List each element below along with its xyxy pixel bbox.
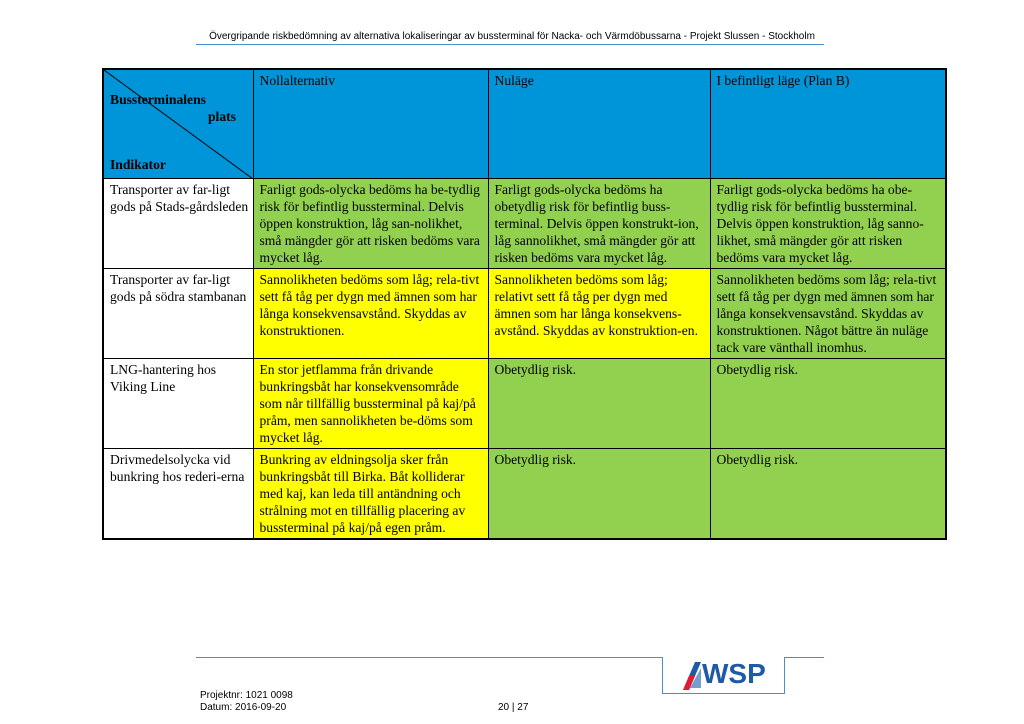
project-number: Projektnr: 1021 0098	[200, 690, 293, 701]
column-header: Nollalternativ	[253, 69, 488, 179]
document-date: Datum: 2016-09-20	[200, 702, 287, 713]
assessment-cell: Sannolikheten bedöms som låg; rela-tivt sett få tåg per dygn med ämnen som har långa konsekvensavstånd. Skyddas av konstruktionen. Något bättre än nuläge tack vare vänthall inomhus.	[710, 269, 946, 359]
column-header: I befintligt läge (Plan B)	[710, 69, 946, 179]
table-header-row	[103, 69, 946, 179]
document-header: Övergripande riskbedömning av alternativa lokaliseringar av bussterminal för Nacka- och Värmdöbussarna - Projekt Slussen - Stockholm	[209, 31, 815, 42]
indicator-cell: Drivmedelsolycka vid bunkring hos rederi-erna	[103, 449, 253, 540]
wsp-logo-icon	[681, 658, 703, 692]
corner-cell	[103, 69, 253, 179]
indicator-cell: Transporter av far-ligt gods på Stads-gårdsleden	[103, 179, 253, 269]
footer-rule	[196, 657, 662, 658]
assessment-cell: Obetydlig risk.	[710, 449, 946, 540]
assessment-cell: Obetydlig risk.	[710, 359, 946, 449]
risk-table	[102, 68, 947, 540]
assessment-cell: Sannolikheten bedöms som låg; relativt sett få tåg per dygn med ämnen som har långa konsekvens-avstånd. Skyddas av konstruktion-en.	[488, 269, 710, 359]
assessment-cell: Obetydlig risk.	[488, 449, 710, 540]
corner-label-location-2: plats	[208, 109, 236, 124]
corner-label-location: Bussterminalens	[110, 92, 206, 107]
corner-label-indicator: Indikator	[110, 157, 166, 172]
assessment-cell: Bunkring av eldningsolja sker från bunkringsbåt till Birka. Båt kolliderar med kaj, kan leda till antändning och strålning mot en tillfällig placering av bussterminal på kaj/på egen pråm.	[253, 449, 488, 540]
page-number: 20 | 27	[498, 702, 529, 713]
table-row	[103, 359, 946, 449]
assessment-cell: Farligt gods-olycka bedöms ha obetydlig risk för befintlig buss-terminal. Delvis öppen konstrukt-ion, låg sannolikhet, små mängder gör att risken bedöms vara mycket låg.	[488, 179, 710, 269]
table-row	[103, 449, 946, 540]
column-header: Nuläge	[488, 69, 710, 179]
footer-rule	[783, 657, 824, 658]
indicator-cell: Transporter av far-ligt gods på södra stambanan	[103, 269, 253, 359]
table-row	[103, 179, 946, 269]
assessment-cell: Farligt gods-olycka bedöms ha obe-tydlig risk för befintlig bussterminal. Delvis öppen konstruktion, låg sanno-likhet, små mängder gör att risken bedöms vara mycket låg.	[710, 179, 946, 269]
assessment-cell: Obetydlig risk.	[488, 359, 710, 449]
indicator-cell: LNG-hantering hos Viking Line	[103, 359, 253, 449]
table-row	[103, 269, 946, 359]
assessment-cell: En stor jetflamma från drivande bunkringsbåt har konsekvensområde som når tillfällig bussterminal på kaj/på pråm, men sannolikheten be-döms som mycket låg.	[253, 359, 488, 449]
wsp-logo	[662, 657, 785, 694]
assessment-cell: Farligt gods-olycka bedöms ha be-tydlig risk för befintlig bussterminal. Delvis öppen konstruktion, låg san-nolikhet, små mängder gör att risken bedöms vara mycket låg.	[253, 179, 488, 269]
header-rule	[196, 44, 824, 45]
wsp-logo-text: WSP	[702, 658, 766, 689]
assessment-cell: Sannolikheten bedöms som låg; rela-tivt sett få tåg per dygn med ämnen som har långa konsekvensavstånd. Skyddas av konstruktionen.	[253, 269, 488, 359]
